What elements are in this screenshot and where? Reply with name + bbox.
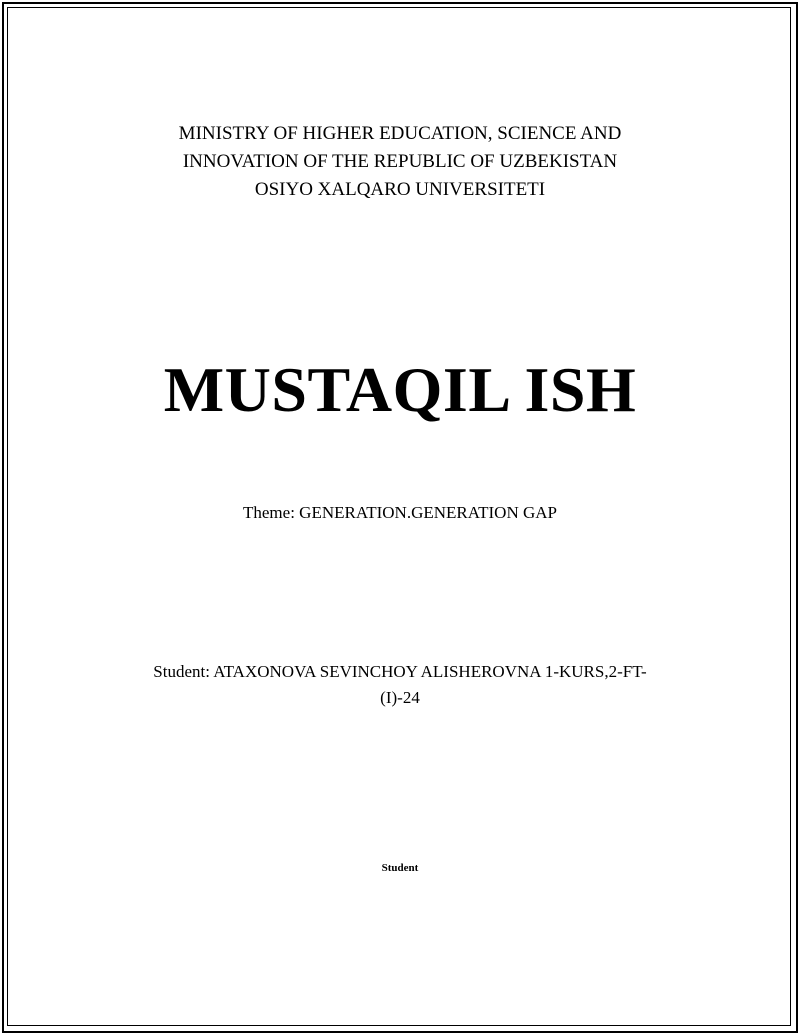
document-title: MUSTAQIL ISH <box>163 354 637 425</box>
header-line-3: OSIYO XALQARO UNIVERSITETI <box>254 179 546 200</box>
student-line-1: Student: ATAXONOVA SEVINCHOY ALISHEROVNA 1-KURS,2-FT- <box>153 662 647 681</box>
theme-line: Theme: GENERATION.GENERATION GAP <box>243 503 557 522</box>
header-line-2: INNOVATION OF THE REPUBLIC OF UZBEKISTAN <box>182 151 618 172</box>
student-info <box>120 659 680 711</box>
header-line-1: MINISTRY OF HIGHER EDUCATION, SCIENCE AND <box>178 123 622 144</box>
institution-header <box>0 120 800 204</box>
student-label: Student <box>381 862 419 874</box>
student-line-2: (I)-24 <box>380 688 420 707</box>
